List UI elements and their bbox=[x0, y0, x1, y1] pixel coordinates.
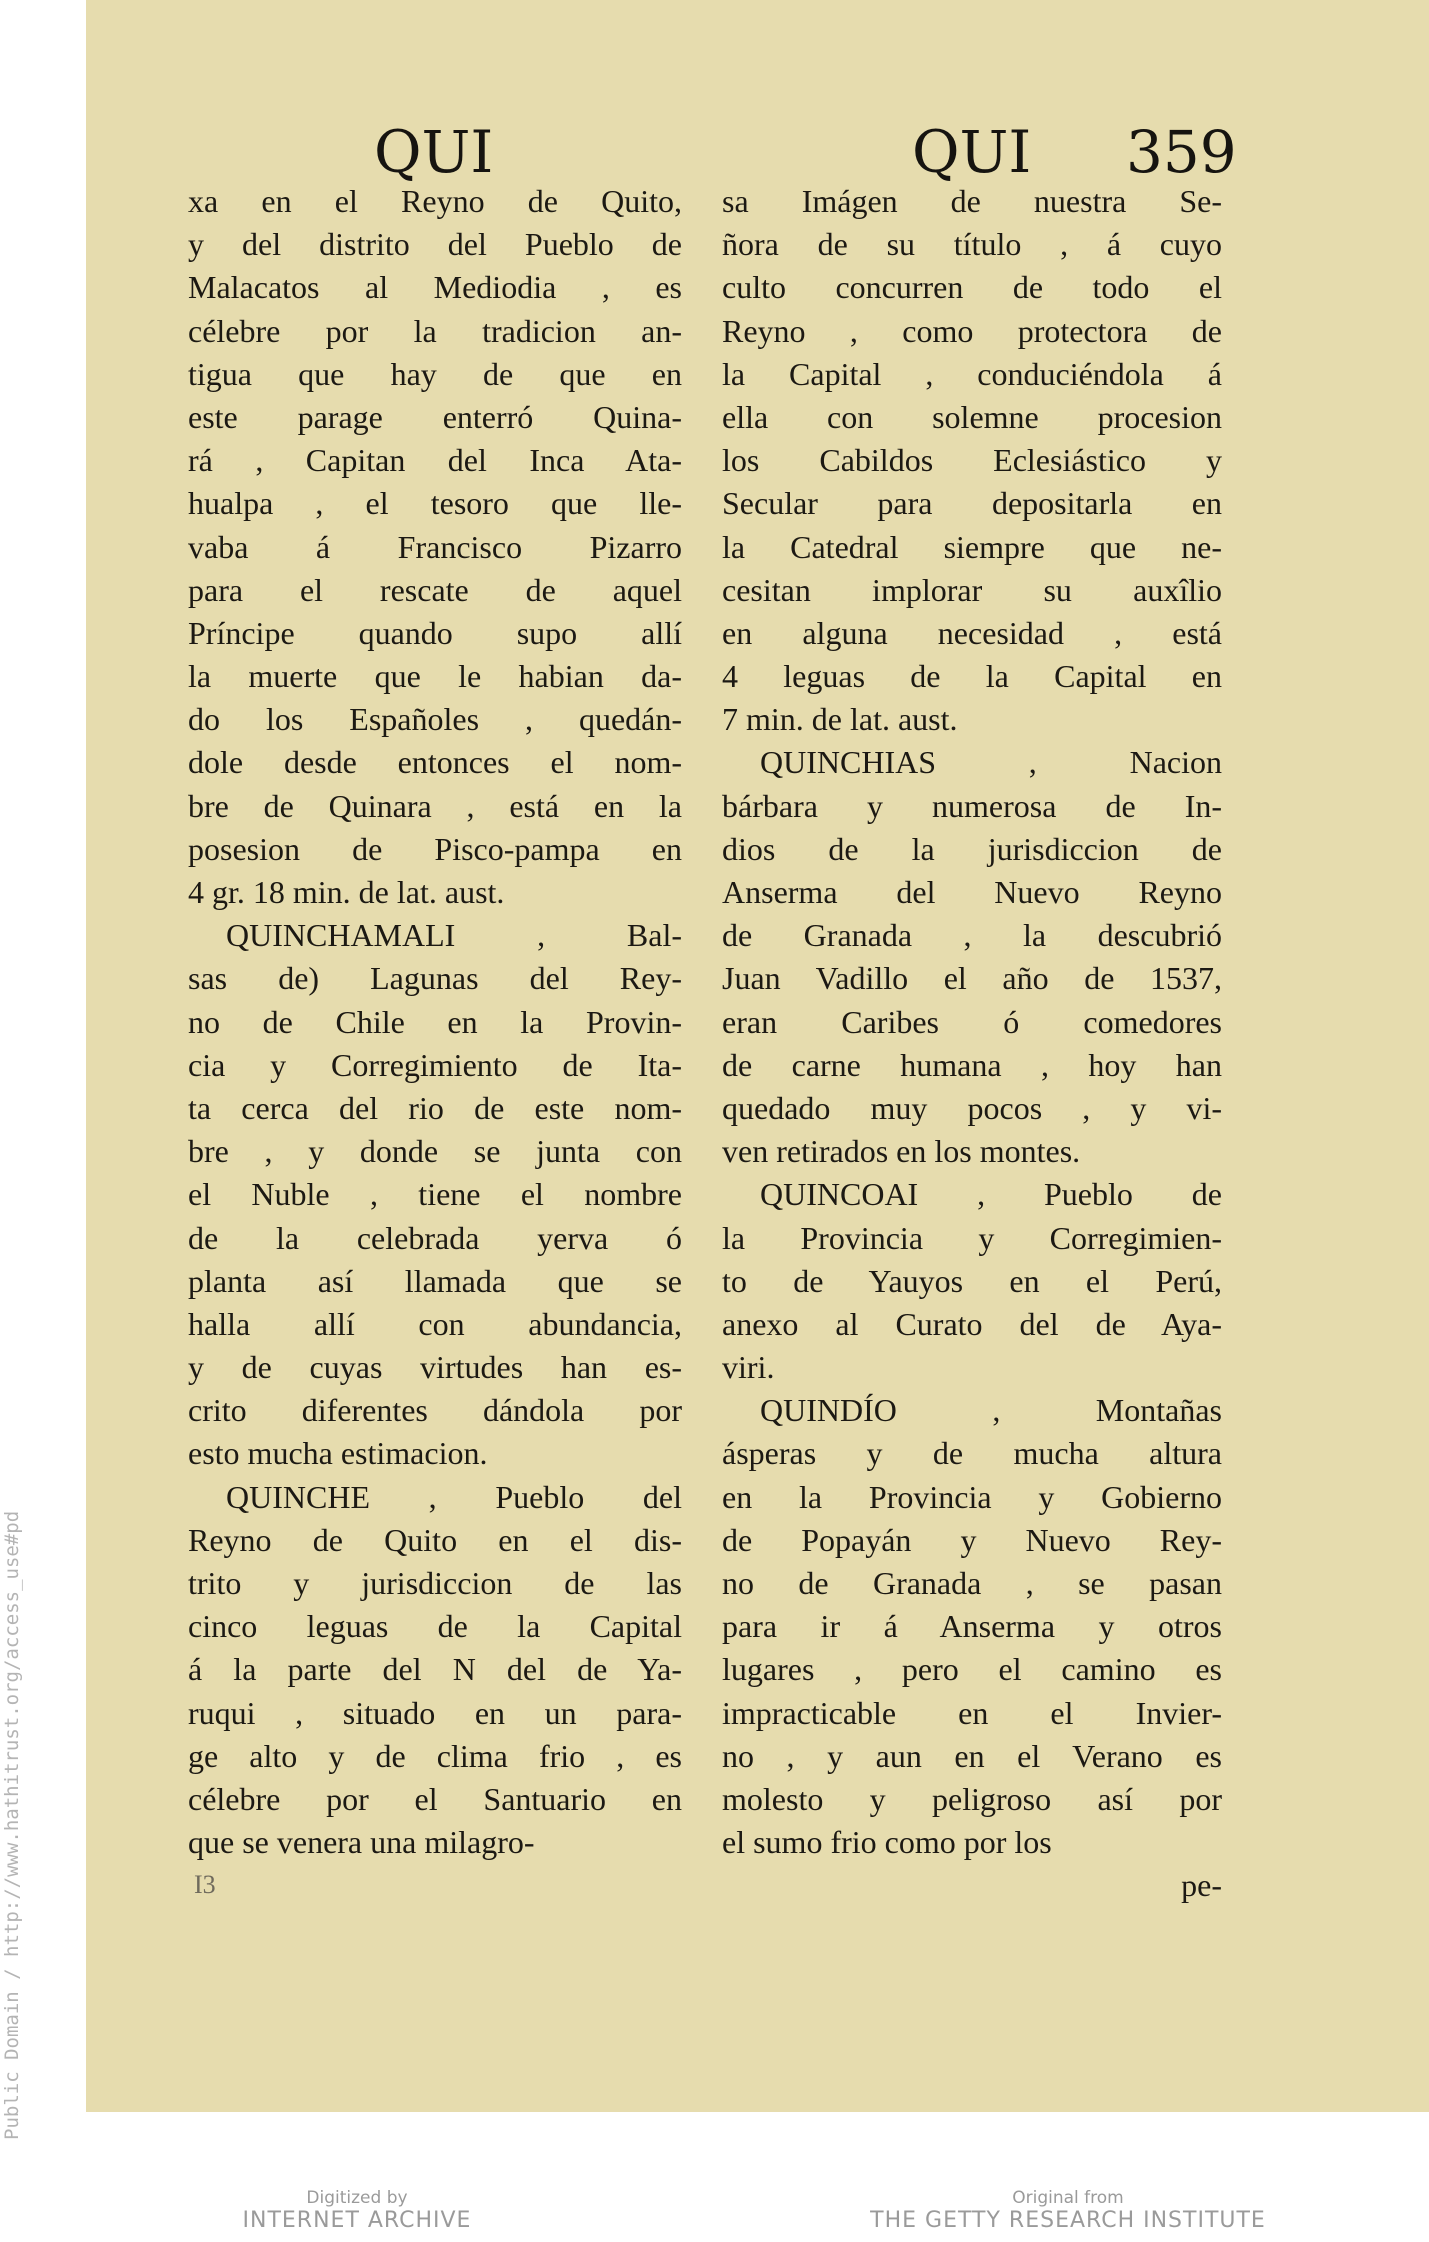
text-line: ásperas y de mucha altura bbox=[722, 1435, 1222, 1472]
text-line: de la celebrada yerva ó bbox=[188, 1219, 682, 1256]
text-line: do los Españoles , quedán- bbox=[188, 701, 682, 738]
text-line: la muerte que le habian da- bbox=[188, 658, 682, 695]
text-line: QUINCHAMALI , Bal- bbox=[226, 917, 682, 954]
text-line: viri. bbox=[722, 1349, 775, 1386]
getty-label: THE GETTY RESEARCH INSTITUTE bbox=[870, 2208, 1266, 2233]
text-line: QUINCHE , Pueblo del bbox=[226, 1478, 682, 1515]
generation-notice bbox=[0, 1133, 24, 2140]
text-line: halla allí con abundancia, bbox=[188, 1305, 682, 1342]
original-from-label: Original from bbox=[1012, 2188, 1124, 2208]
text-line: la Capital , conduciéndola á bbox=[722, 355, 1222, 392]
text-line: célebre por el Santuario en bbox=[188, 1780, 682, 1817]
text-line: para el rescate de aquel bbox=[188, 571, 682, 608]
text-line: QUINCOAI , Pueblo de bbox=[760, 1176, 1222, 1213]
signature-mark: I3 bbox=[194, 1870, 216, 1899]
text-line: esto mucha estimacion. bbox=[188, 1435, 488, 1472]
text-line: lugares , pero el camino es bbox=[722, 1651, 1222, 1688]
text-line: impracticable en el Invier- bbox=[722, 1694, 1222, 1731]
footer-digitized bbox=[214, 2188, 500, 2233]
text-line: xa en el Reyno de Quito, bbox=[188, 183, 682, 219]
text-line: tigua que hay de que en bbox=[188, 355, 682, 392]
text-line: dios de la jurisdiccion de bbox=[722, 830, 1222, 867]
text-line: que se venera una milagro- bbox=[188, 1824, 535, 1861]
text-line: ella con solemne procesion bbox=[722, 398, 1222, 435]
text-line: bárbara y numerosa de In- bbox=[722, 787, 1222, 824]
text-line: pe- bbox=[1181, 1867, 1222, 1904]
text-line: bre , y donde se junta con bbox=[188, 1133, 682, 1170]
digitized-by-label: Digitized by bbox=[306, 2188, 408, 2208]
text-line: no de Chile en la Provin- bbox=[188, 1003, 682, 1040]
text-line: Reyno , como protectora de bbox=[722, 312, 1222, 349]
left-column bbox=[188, 180, 682, 1864]
text-line: molesto y peligroso así por bbox=[722, 1780, 1222, 1817]
text-line: ruqui , situado en un para- bbox=[188, 1694, 682, 1731]
text-line: 4 leguas de la Capital en bbox=[722, 658, 1222, 695]
text-line: Anserma del Nuevo Reyno bbox=[722, 874, 1222, 910]
text-line: cesitan implorar su auxîlio bbox=[722, 571, 1222, 608]
text-line: á la parte del N del de Ya- bbox=[188, 1651, 682, 1688]
text-line: Príncipe quando supo allí bbox=[188, 614, 682, 651]
text-line: de Granada , la descubrió bbox=[722, 917, 1222, 954]
footer-original bbox=[868, 2188, 1268, 2233]
internet-archive-label: INTERNET ARCHIVE bbox=[242, 2208, 472, 2233]
text-line: célebre por la tradicion an- bbox=[188, 312, 682, 349]
text-line: los Cabildos Eclesiástico y bbox=[722, 442, 1222, 479]
notice-line-2: Public Domain / http://www.hathitrust.org/access_use#pd bbox=[1, 1510, 23, 2140]
text-line: sa Imágen de nuestra Se- bbox=[722, 183, 1222, 219]
text-line: no de Granada , se pasan bbox=[722, 1565, 1222, 1601]
text-line: para ir á Anserma y otros bbox=[722, 1608, 1222, 1645]
text-line: la Provincia y Corregimien- bbox=[722, 1219, 1222, 1256]
text-line: la Catedral siempre que ne- bbox=[722, 528, 1222, 565]
text-line: sas de) Lagunas del Rey- bbox=[188, 960, 682, 997]
text-line: de Popayán y Nuevo Rey- bbox=[722, 1521, 1222, 1558]
text-line: posesion de Pisco-pampa en bbox=[188, 830, 682, 867]
text-line: planta así llamada que se bbox=[188, 1262, 682, 1299]
text-line: trito y jurisdiccion de las bbox=[188, 1565, 682, 1601]
text-line: cinco leguas de la Capital bbox=[188, 1608, 682, 1645]
text-line: cia y Corregimiento de Ita- bbox=[188, 1046, 682, 1083]
text-line: en la Provincia y Gobierno bbox=[722, 1478, 1222, 1515]
text-line: el Nuble , tiene el nombre bbox=[188, 1176, 682, 1213]
text-line: anexo al Curato del de Aya- bbox=[722, 1305, 1222, 1342]
text-line: y de cuyas virtudes han es- bbox=[188, 1349, 682, 1386]
text-line: QUINDÍO , Montañas bbox=[760, 1392, 1222, 1429]
text-line: rá , Capitan del Inca Ata- bbox=[188, 442, 682, 479]
text-line: QUINCHIAS , Nacion bbox=[760, 744, 1222, 781]
text-line: ven retirados en los montes. bbox=[722, 1133, 1081, 1170]
text-line: el sumo frio como por los bbox=[722, 1824, 1052, 1861]
text-line: 4 gr. 18 min. de lat. aust. bbox=[188, 874, 505, 910]
text-line: hualpa , el tesoro que lle- bbox=[188, 485, 682, 522]
text-line: Reyno de Quito en el dis- bbox=[188, 1521, 682, 1558]
text-line: quedado muy pocos , y vi- bbox=[722, 1089, 1222, 1126]
text-line: Malacatos al Mediodia , es bbox=[188, 269, 682, 306]
text-line: Secular para depositarla en bbox=[722, 485, 1222, 522]
text-line: vaba á Francisco Pizarro bbox=[188, 528, 682, 565]
text-line: bre de Quinara , está en la bbox=[188, 787, 682, 824]
text-line: en alguna necesidad , está bbox=[722, 614, 1222, 651]
text-line: y del distrito del Pueblo de bbox=[188, 226, 682, 263]
text-line: no , y aun en el Verano es bbox=[722, 1737, 1222, 1774]
text-line: este parage enterró Quina- bbox=[188, 398, 682, 435]
page-number: 359 bbox=[1126, 118, 1237, 186]
text-line: crito diferentes dándola por bbox=[188, 1392, 682, 1429]
running-head-left: QUI bbox=[374, 118, 494, 186]
text-line: dole desde entonces el nom- bbox=[188, 744, 682, 781]
text-line: de carne humana , hoy han bbox=[722, 1046, 1222, 1083]
text-line: ta cerca del rio de este nom- bbox=[188, 1089, 682, 1126]
text-line: ge alto y de clima frio , es bbox=[188, 1737, 682, 1774]
right-column bbox=[722, 180, 1222, 1908]
text-line: Juan Vadillo el año de 1537, bbox=[722, 960, 1222, 997]
text-line: culto concurren de todo el bbox=[722, 269, 1222, 306]
text-line: to de Yauyos en el Perú, bbox=[722, 1262, 1222, 1299]
text-line: ñora de su título , á cuyo bbox=[722, 226, 1222, 263]
text-line: eran Caribes ó comedores bbox=[722, 1003, 1222, 1040]
text-line: 7 min. de lat. aust. bbox=[722, 701, 958, 738]
running-head-right: QUI bbox=[912, 118, 1032, 186]
